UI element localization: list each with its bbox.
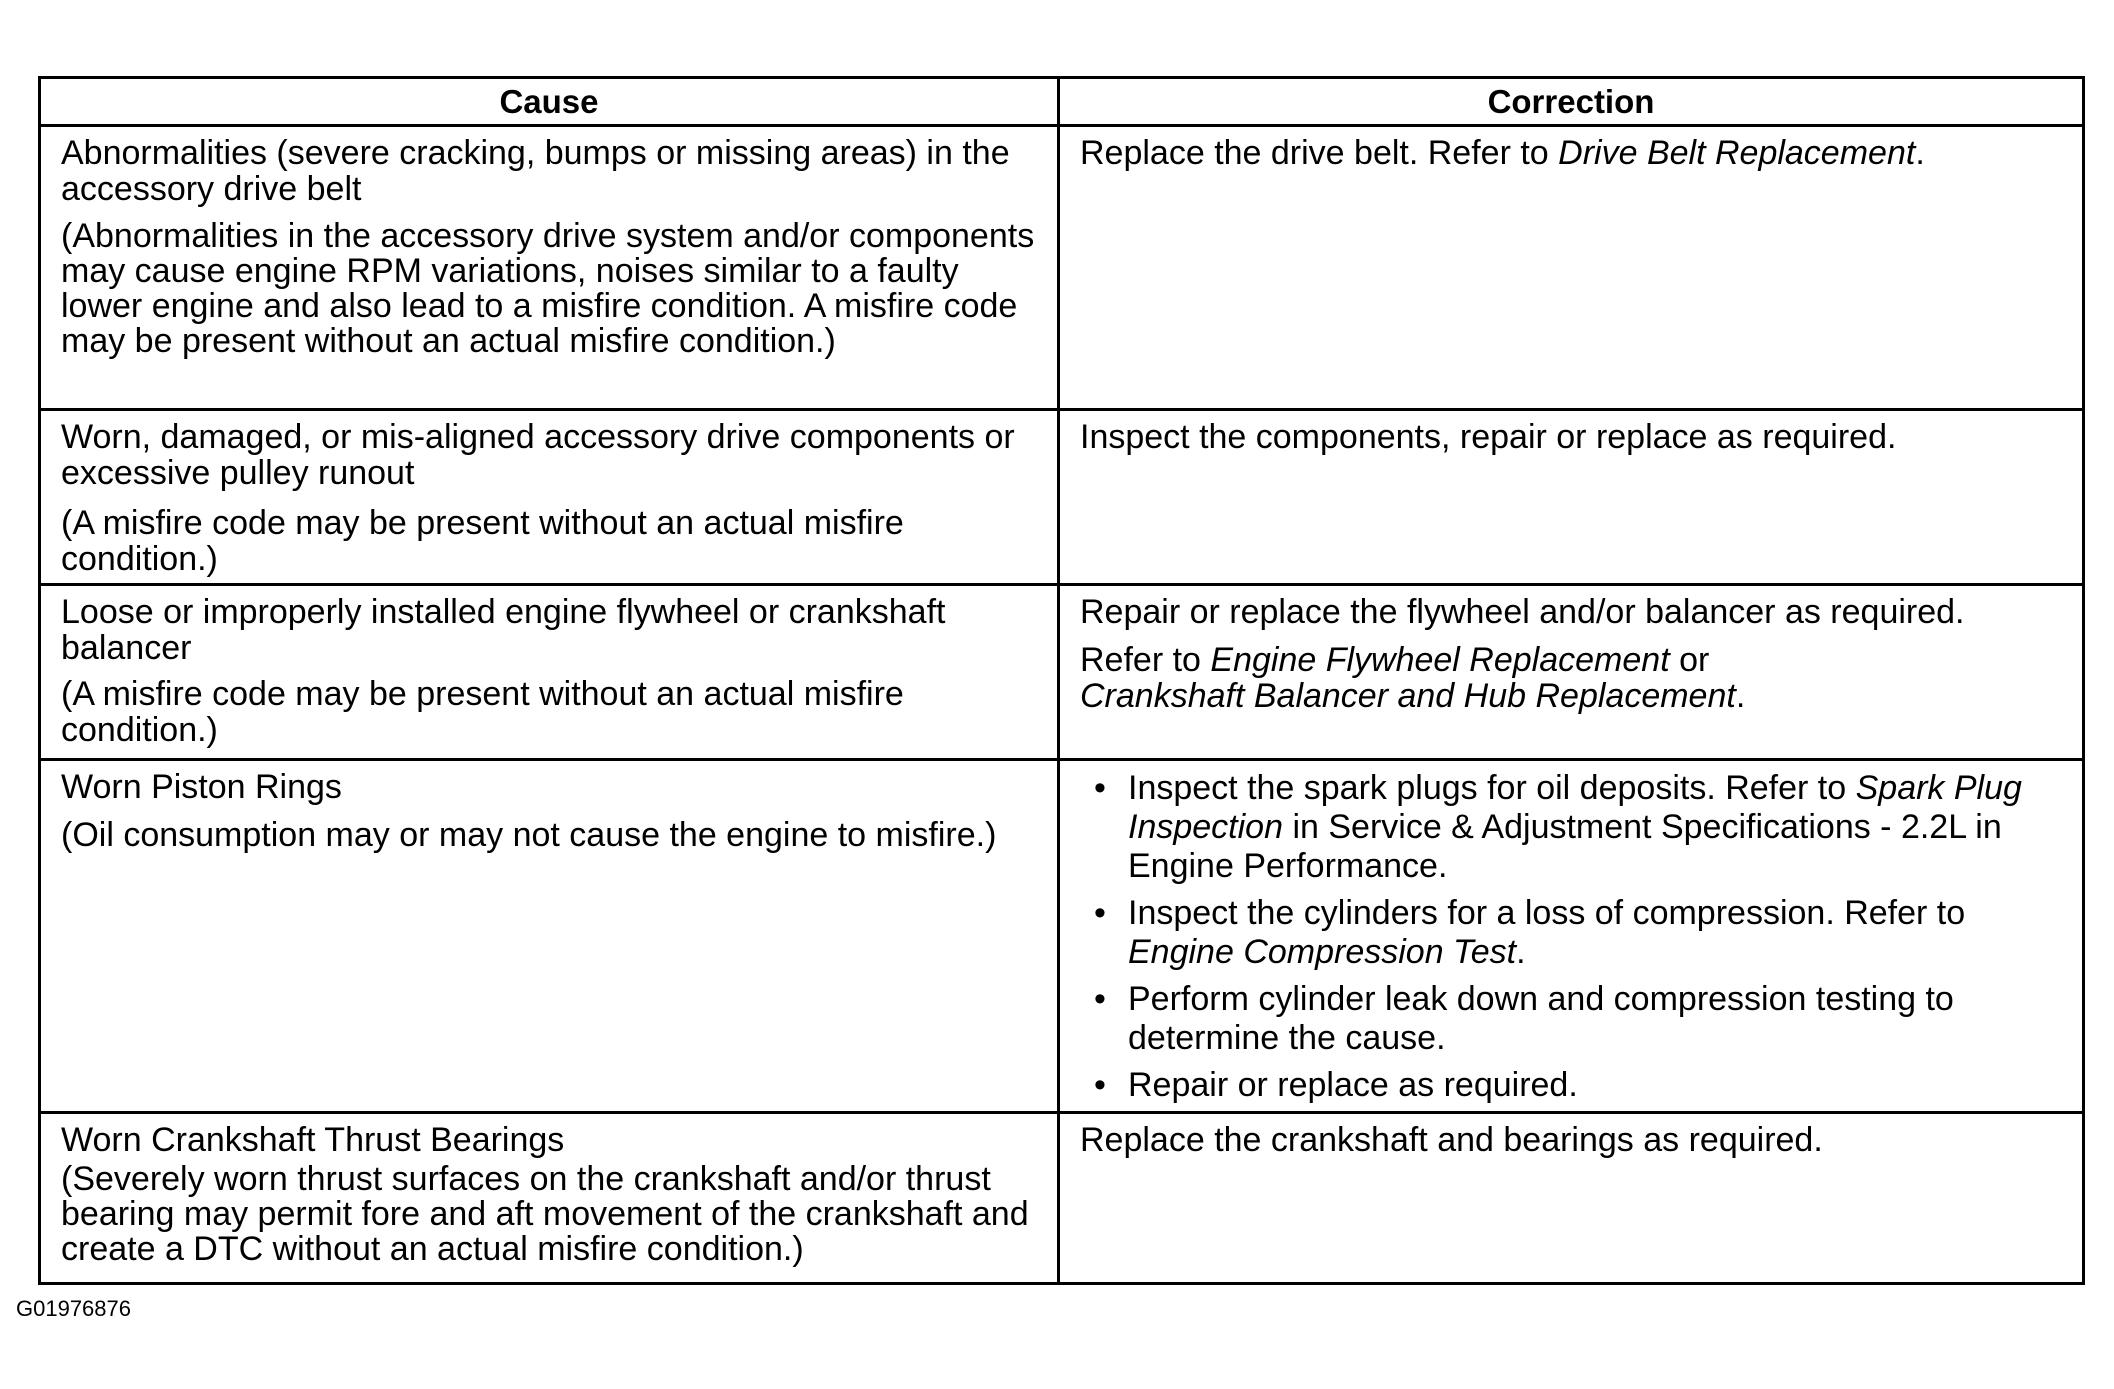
column-header-correction: Correction [1059, 78, 2084, 126]
cause-text: Loose or improperly installed engine flywheel or crankshaft balancer [61, 593, 946, 667]
column-header-cause: Cause [40, 78, 1059, 126]
correction-text-end: . [1915, 134, 1925, 172]
list-item [1094, 980, 2066, 1058]
cause-text: Abnormalities (severe cracking, bumps or missing areas) in the accessory drive belt [61, 134, 1010, 208]
table-header-row [40, 78, 2084, 126]
bullet-icon: • [1094, 1066, 1106, 1104]
cause-cell [40, 585, 1059, 760]
bullet-icon: • [1094, 769, 1106, 807]
correction-text: Inspect the components, repair or replace as required. [1080, 418, 1897, 456]
reference-link[interactable]: Engine Flywheel Replacement [1210, 641, 1670, 679]
figure-id-label: G01976876 [16, 1296, 131, 1321]
list-item [1094, 1066, 2066, 1105]
correction-text [1080, 135, 2066, 171]
cause-note: (A misfire code may be present without an actual misfire condition.) [61, 504, 904, 578]
bullet-text-end: in Service & Adjustment Specifications - 2.2L in Engine Performance. [1128, 808, 2002, 885]
reference-link[interactable]: Engine Compression Test [1128, 933, 1517, 971]
bullet-icon: • [1094, 980, 1106, 1018]
correction-text: Replace the crankshaft and bearings as required. [1080, 1121, 1823, 1159]
cause-text: Worn, damaged, or mis-aligned accessory drive components or excessive pulley runout [61, 418, 1015, 492]
correction-text-start: Replace the drive belt. Refer to [1080, 134, 1559, 172]
bullet-icon: • [1094, 894, 1106, 932]
cause-text: Worn Piston Rings [61, 768, 342, 806]
correction-text: Repair or replace the flywheel and/or balancer as required. [1080, 593, 1965, 631]
table-row [40, 410, 2084, 585]
correction-cell [1059, 1113, 2084, 1284]
table-row [40, 1113, 2084, 1284]
correction-bullet-list [1080, 769, 2066, 1105]
bullet-text: Perform cylinder leak down and compression testing to determine the cause. [1128, 980, 1954, 1057]
bullet-text: Repair or replace as required. [1128, 1066, 1578, 1104]
cause-note: (Severely worn thrust surfaces on the crankshaft and/or thrust bearing may permit fore and aft movement of the crankshaft and create a DTC without an actual misfire condition.) [61, 1160, 1029, 1268]
bullet-text-end: . [1516, 933, 1526, 971]
correction-cell [1059, 760, 2084, 1113]
cause-cell [40, 126, 1059, 410]
cause-cell [40, 1113, 1059, 1284]
correction-cell [1059, 126, 2084, 410]
correction-text-mid: or [1669, 641, 1710, 679]
bullet-text-start: Inspect the spark plugs for oil deposits. Refer to [1128, 769, 1856, 807]
cause-correction-table [38, 76, 2085, 1285]
cause-text: Worn Crankshaft Thrust Bearings [61, 1121, 565, 1159]
reference-link[interactable]: Crankshaft Balancer and Hub Replacement [1080, 677, 1736, 715]
table-row [40, 760, 2084, 1113]
list-item [1094, 894, 2066, 972]
reference-link[interactable]: Drive Belt Replacement [1558, 134, 1916, 172]
cause-note: (Abnormalities in the accessory drive system and/or components may cause engine RPM variations, noises similar to a faulty lower engine and also lead to a misfire condition. A misfire code may be present without an actual misfire condition.) [61, 217, 1035, 360]
list-item [1094, 769, 2066, 886]
reference-link[interactable]: Spark Plug Inspection [1128, 769, 2022, 846]
bullet-text-start: Inspect the cylinders for a loss of compression. Refer to [1128, 894, 1966, 932]
cause-cell [40, 410, 1059, 585]
correction-cell [1059, 585, 2084, 760]
table-row [40, 126, 2084, 410]
cause-note: (A misfire code may be present without an actual misfire condition.) [61, 675, 904, 749]
correction-text-end: . [1735, 677, 1746, 715]
correction-cell [1059, 410, 2084, 585]
table-row [40, 585, 2084, 760]
correction-reference-line [1080, 642, 2066, 714]
correction-text-start: Refer to [1080, 641, 1211, 679]
cause-cell [40, 760, 1059, 1113]
cause-note: (Oil consumption may or may not cause the engine to misfire.) [61, 816, 997, 854]
